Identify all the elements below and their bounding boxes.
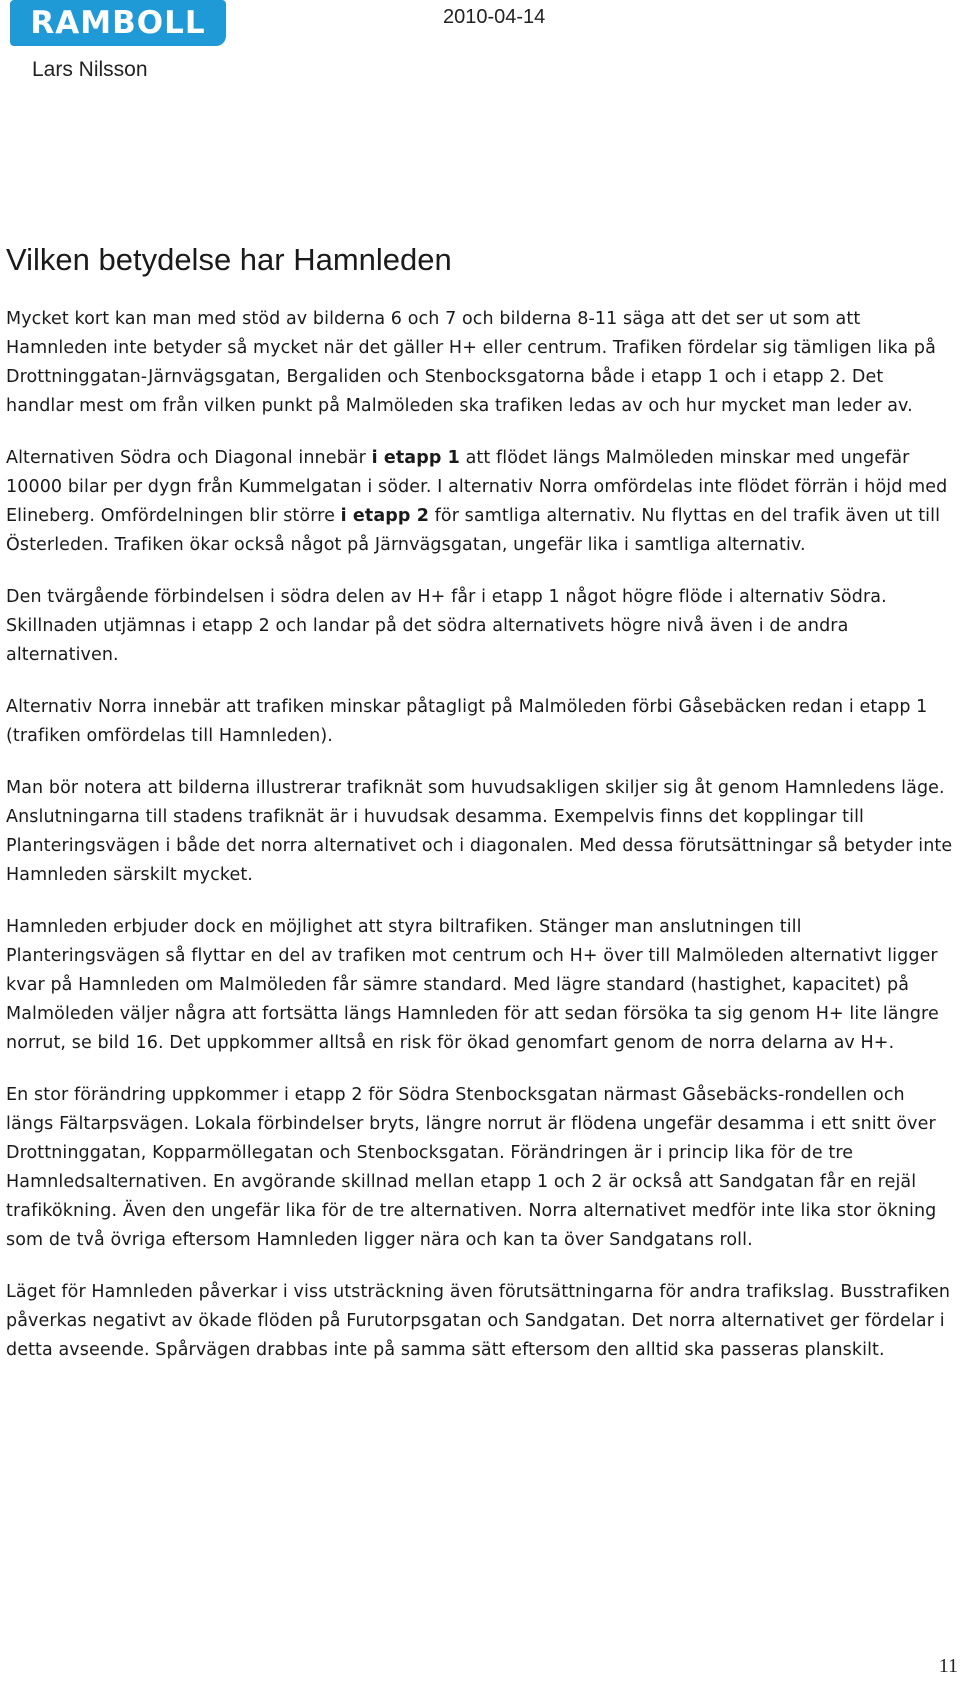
paragraph-8: Läget för Hamnleden påverkar i viss utsträckning även förutsättningarna för andra trafikslag. Busstrafiken påverkas negativt av ökade flöden på Furutorpsgatan och Sandgatan. Det norra alternativet ger fördelar i detta avseende. Spårvägen drabbas inte på samma sätt eftersom den alltid ska passeras planskilt. <box>6 1282 951 1360</box>
paragraph-2 <box>6 444 956 560</box>
header-date: 2010-04-14 <box>443 6 546 28</box>
paragraph-4: Alternativ Norra innebär att trafiken minskar påtagligt på Malmöleden förbi Gåsebäcken redan i etapp 1 (trafiken omfördelas till Hamnleden). <box>6 697 928 746</box>
header-author: Lars Nilsson <box>32 58 148 81</box>
paragraph-2-bold-etapp-2: i etapp 2 <box>340 506 429 526</box>
paragraph-3: Den tvärgående förbindelsen i södra delen av H+ får i etapp 1 något högre flöde i alternativ Södra. Skillnaden utjämnas i etapp 2 och landar på det södra alternativets högre nivå även i de andra alternativen. <box>6 587 887 665</box>
page-number: 11 <box>938 1655 958 1677</box>
page-title: Vilken betydelse har Hamnleden <box>6 242 452 277</box>
paragraph-2-part-2: att flödet längs Malmöleden minskar med ungefär 10000 bilar per dygn från Kummelgatan i söder. I alternativ Norra omfördelas inte flödet förrän i höjd med Elineberg. Omfördelningen blir större <box>6 448 948 526</box>
paragraph-2-part-1: Alternativen Södra och Diagonal innebär <box>6 448 372 468</box>
ramboll-logo <box>10 0 226 46</box>
paragraph-7: En stor förändring uppkommer i etapp 2 för Södra Stenbocksgatan närmast Gåsebäcks-rondellen och längs Fältarpsvägen. Lokala förbindelser bryts, längre norrut är flödena ungefär desamma i ett snitt över Drottninggatan, Kopparmöllegatan och Stenbocksgatan. Förändringen är i princip lika för de tre Hamnledsalternativen. En avgörande skillnad mellan etapp 1 och 2 är också att Sandgatan får en rejäl trafikökning. Även den ungefär lika för de tre alternativen. Norra alternativet medför inte lika stor ökning som de två övriga eftersom Hamnleden ligger nära och kan ta över Sandgatans roll. <box>6 1085 937 1250</box>
body-text <box>6 305 956 1388</box>
paragraph-6: Hamnleden erbjuder dock en möjlighet att styra biltrafiken. Stänger man anslutningen till Planteringsvägen så flyttar en del av trafiken mot centrum och H+ över till Malmöleden alternativt ligger kvar på Hamnleden om Malmöleden får sämre standard. Med lägre standard (hastighet, kapacitet) på Malmöleden väljer några att fortsätta längs Hamnleden för att sedan försöka ta sig genom H+ lite längre norrut, se bild 16. Det uppkommer alltså en risk för ökad genomfart genom de norra delarna av H+. <box>6 917 939 1053</box>
paragraph-1: Mycket kort kan man med stöd av bilderna 6 och 7 och bilderna 8-11 säga att det ser ut som att Hamnleden inte betyder så mycket när det gäller H+ eller centrum. Trafiken fördelar sig tämligen lika på Drottninggatan-Järnvägsgatan, Bergaliden och Stenbocksgatorna både i etapp 1 och i etapp 2. Det handlar mest om från vilken punkt på Malmöleden ska trafiken ledas av och hur mycket man leder av. <box>6 309 936 416</box>
logo-text: RAMBOLL <box>30 4 206 41</box>
paragraph-2-bold-etapp-1: i etapp 1 <box>371 448 460 468</box>
paragraph-5: Man bör notera att bilderna illustrerar trafiknät som huvudsakligen skiljer sig åt genom Hamnledens läge. Anslutningarna till stadens trafiknät är i huvudsak desamma. Exempelvis finns det kopplingar till Planteringsvägen i både det norra alternativet och i diagonalen. Med dessa förutsättningar så betyder inte Hamnleden särskilt mycket. <box>6 778 953 885</box>
paragraph-2-part-3: för samtliga alternativ. Nu flyttas en del trafik även ut till Österleden. Trafiken ökar också något på Järnvägsgatan, ungefär lika i samtliga alternativ. <box>6 506 941 555</box>
